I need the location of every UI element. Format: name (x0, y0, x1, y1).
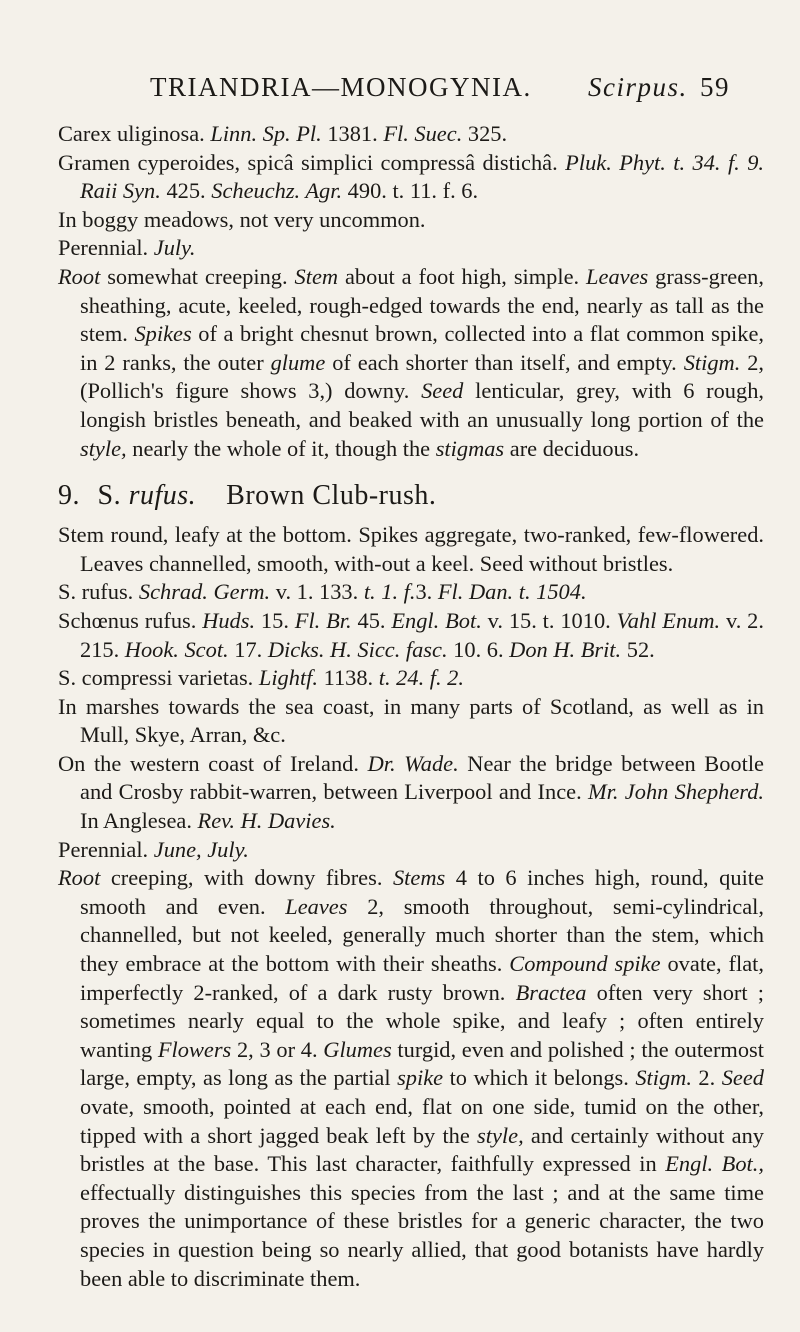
habitat-text: On the western coast of Ireland. (58, 750, 359, 776)
authority: Dr. Wade. (367, 750, 459, 776)
page-number: 59 (700, 72, 730, 102)
synonym-carex (58, 120, 764, 149)
genus-title: Scirpus. (588, 72, 688, 102)
term: Stems (392, 865, 446, 891)
habitat (58, 206, 764, 235)
description-text: to which it belongs. (449, 1065, 629, 1091)
authority: Rev. H. Davies. (197, 808, 336, 834)
duration: Perennial. (58, 836, 149, 862)
duration-line (58, 234, 764, 263)
description-text: effectually distinguishes this species from the last ; and at the same time proves the unimportance of these bristles for a generic character, the two species in question being so nearly allied, that good botanists have hardly been able to discriminate them. (80, 1179, 764, 1291)
description-text: ovate, smooth, pointed at each end, flat on one side, tumid on the other, tipped with a short jagged beak left by the (80, 1094, 764, 1148)
reference: Hook. Scot. (124, 636, 229, 662)
reference: Lightf. (258, 665, 318, 691)
reference: Engl. Bot., (665, 1151, 764, 1177)
term: Glumes (323, 1036, 392, 1062)
habitat-ireland (58, 750, 764, 836)
reference: Fl. Br. (294, 607, 352, 633)
habitat-text: Near the bridge between Bootle and Crosby rabbit-warren, between Liverpool and Ince. (80, 750, 764, 805)
reference: Raii Syn. (80, 178, 161, 204)
duration-line (58, 836, 764, 865)
flowering-time: July. (153, 235, 196, 261)
description-text: often very short ; sometimes nearly equal to the whole spike, and leafy ; often entirely wanting (80, 979, 764, 1062)
reference-number: 1138. (323, 665, 374, 691)
term: Seed (421, 378, 464, 404)
habitat-text: In marshes towards the sea coast, in many parts of Scotland, as well as in Mull, Skye, Arran, &c. (58, 693, 764, 748)
term: Leaves (586, 263, 649, 289)
description (58, 864, 764, 1293)
species-number: 9. (58, 480, 80, 512)
term: Stigm. (683, 349, 741, 375)
reference-number: v. 15. t. 1010. (487, 607, 611, 633)
synonym-name: S. rufus. (58, 579, 134, 605)
term: Stigm. (635, 1065, 692, 1091)
species-epithet: rufus. (128, 480, 197, 512)
reference-number: 10. 6. (453, 636, 504, 662)
term: Stem (294, 263, 339, 289)
reference-number: v. 2. 215. (80, 607, 764, 662)
synonym-name: S. compressi varietas. (58, 665, 254, 691)
term: glume (270, 349, 326, 375)
habitat-text: In boggy meadows, not very uncommon. (58, 206, 426, 232)
synonym-name: Carex uliginosa. (58, 121, 205, 146)
habitat-text: In Anglesea. (80, 808, 192, 834)
reference: Vahl Enum. (616, 607, 721, 633)
duration: Perennial. (58, 235, 149, 261)
description-text: of each shorter than itself, and empty. (332, 349, 677, 375)
term: stigmas (435, 435, 505, 461)
term: Flowers (157, 1036, 232, 1062)
description-text: grass-green, sheathing, acute, keeled, rough-edged towards the end, nearly as tall as the stem. (80, 263, 764, 347)
reference-number: t. 1504. (518, 579, 587, 605)
reference: Fl. Suec. (383, 121, 463, 146)
reference-number: 1381. (327, 121, 378, 146)
description-text: 4 to 6 inches high, round, quite smooth and even. (80, 865, 764, 919)
description-text: 2, 3 or 4. (236, 1036, 318, 1062)
body-text (58, 120, 764, 1293)
term: Root (58, 263, 101, 289)
synonym-name: Schœnus rufus. (58, 607, 197, 633)
reference-number: 325. (467, 121, 508, 146)
species-heading (58, 479, 764, 513)
reference-number: t. 24. f. 2. (378, 665, 464, 691)
reference-number: t. 34. f. 9. (673, 149, 764, 175)
reference: Engl. Bot. (391, 607, 482, 633)
description (58, 263, 764, 463)
description-text: are deciduous. (509, 435, 640, 461)
common-name: Brown Club-rush. (226, 480, 437, 512)
description-text: 2. (698, 1065, 716, 1091)
synonym-compressi (58, 664, 764, 693)
reference-number: 45. (357, 607, 386, 633)
class-title: TRIANDRIA—MONOGYNIA. (150, 72, 532, 102)
flowering-time: June, July. (153, 836, 249, 862)
term: spike (397, 1065, 444, 1091)
species-genus-abbrev: S. (97, 480, 122, 512)
diagnosis-text: Stem round, leafy at the bottom. Spikes aggregate, two-ranked, few-flowered. Leaves channelled, smooth, with-out a keel. Seed without bristles. (58, 522, 764, 576)
description-text: about a foot high, simple. (344, 263, 580, 289)
reference: Linn. Sp. Pl. (210, 121, 322, 146)
term: style, (477, 1122, 524, 1148)
reference-number: 15. (260, 607, 289, 633)
synonym-gramen (58, 149, 764, 206)
reference-number: 52. (626, 636, 655, 662)
running-head (150, 72, 760, 108)
term: Spikes (134, 321, 192, 347)
reference-number: 425. (166, 178, 206, 204)
synonym-name: Gramen cyperoides, spicâ simplici compressâ distichâ. (58, 149, 558, 175)
description-text: 2, (Pollich's figure shows 3,) downy. (80, 349, 764, 404)
reference-number: 3. (415, 579, 433, 605)
term: Bractea (515, 979, 587, 1005)
description-text: turgid, even and polished ; the outermost large, empty, as long as the partial (80, 1036, 764, 1091)
reference-number: v. 1. 133. (275, 579, 359, 605)
term: Root (58, 865, 101, 891)
reference: Schrad. Germ. (138, 579, 271, 605)
description-text: and certainly without any bristles at the base. This last character, faithfully expressed in (80, 1122, 764, 1177)
description-text: somewhat creeping. (107, 263, 288, 289)
description-text: 2, smooth throughout, semi-cylindrical, channelled, but not keeled, generally much shorter than the stem, which they embrace at the bottom with their sheaths. (80, 893, 764, 977)
description-text: lenticular, grey, with 6 rough, longish bristles beneath, and beaked with an unusually long portion of the (80, 378, 764, 432)
authority: Mr. John Shepherd. (588, 779, 764, 805)
term: Seed (721, 1065, 764, 1091)
reference: Don H. Brit. (509, 636, 622, 662)
reference: Huds. (202, 607, 256, 633)
reference-number: t. 1. f. (363, 579, 416, 605)
term: style, (80, 435, 127, 461)
habitat-scotland (58, 693, 764, 750)
reference: Fl. Dan. (437, 579, 514, 605)
reference: Pluk. Phyt. (565, 149, 666, 175)
description-text: ovate, flat, imperfectly 2-ranked, of a dark rusty brown. (80, 951, 764, 1005)
reference: Scheuchz. Agr. (211, 178, 343, 204)
reference: Dicks. H. Sicc. fasc. (267, 636, 448, 662)
synonym-s-rufus (58, 578, 764, 607)
synonym-schoenus (58, 607, 764, 664)
description-text: creeping, with downy fibres. (110, 865, 383, 891)
description-text: of a bright chesnut brown, collected into a flat common spike, in 2 ranks, the outer (80, 321, 764, 375)
reference-number: 17. (234, 636, 263, 662)
term: Leaves (285, 893, 348, 919)
term: Compound spike (509, 951, 661, 977)
diagnosis (58, 521, 764, 578)
description-text: nearly the whole of it, though the (132, 435, 431, 461)
reference-number: 490. t. 11. f. 6. (347, 178, 479, 204)
